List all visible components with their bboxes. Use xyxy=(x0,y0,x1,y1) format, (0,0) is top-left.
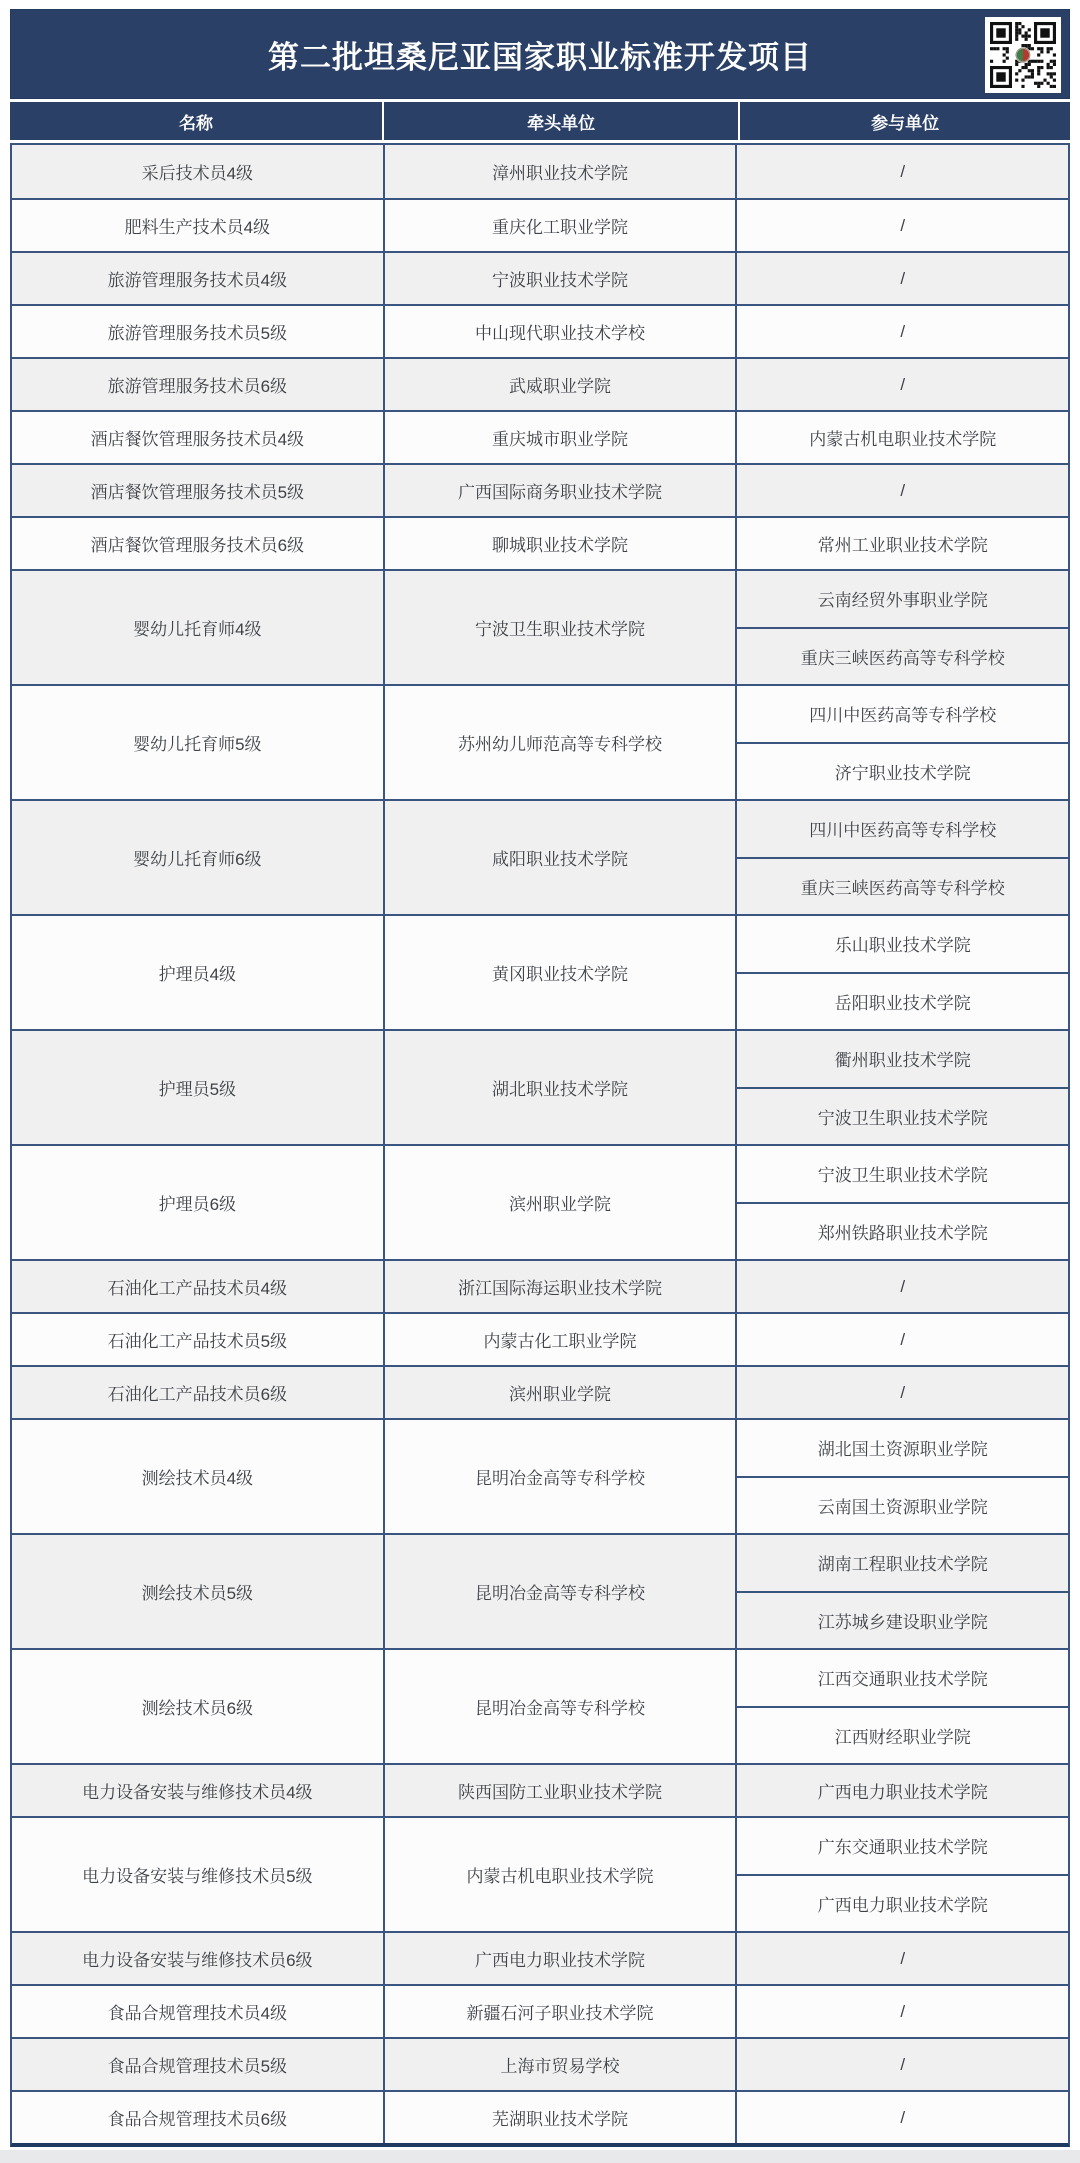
job-name-cell: 酒店餐饮管理服务技术员4级 xyxy=(90,430,305,449)
table-row xyxy=(12,1816,1068,1931)
lead-unit-cell: 滨州职业学院 xyxy=(383,1367,738,1418)
participant-unit: 广西电力职业技术学院 xyxy=(817,1783,988,1802)
lead-unit-cell: 漳州职业技术学院 xyxy=(383,145,738,198)
lead-unit-cell: 湖北职业技术学院 xyxy=(383,1031,738,1144)
participant-units-cell xyxy=(737,2092,1068,2143)
participant-unit: 重庆三峡医药高等专科学校 xyxy=(737,627,1068,685)
participant-unit: 湖北国土资源职业学院 xyxy=(817,1440,988,1460)
lead-unit-cell: 昆明冶金高等专科学校 xyxy=(383,1650,738,1763)
lead-unit-cell: 昆明冶金高等专科学校 xyxy=(383,1535,738,1648)
job-name-cell: 婴幼儿托育师4级 xyxy=(133,620,262,639)
participant-unit: / xyxy=(900,1276,906,1296)
job-name-cell: 酒店餐饮管理服务技术员5级 xyxy=(90,483,305,502)
job-name-cell: 护理员5级 xyxy=(158,1080,237,1099)
participant-unit: / xyxy=(900,480,906,500)
participant-units-cell xyxy=(737,2039,1068,2090)
participant-unit: 湖南工程职业技术学院 xyxy=(817,1555,988,1575)
participant-unit: 岳阳职业技术学院 xyxy=(737,972,1068,1030)
job-name-cell: 采后技术员4级 xyxy=(141,164,254,183)
participant-units-cell xyxy=(737,1261,1068,1312)
participant-units-cell xyxy=(737,916,1068,1029)
job-name-cell: 婴幼儿托育师5级 xyxy=(133,735,262,754)
title-banner xyxy=(10,9,1070,99)
table-row xyxy=(12,1984,1068,2037)
participant-unit: 江西交通职业技术学院 xyxy=(817,1670,988,1690)
participant-units-cell xyxy=(737,1031,1068,1144)
participant-unit: 江苏城乡建设职业学院 xyxy=(737,1591,1068,1649)
participant-unit: 衢州职业技术学院 xyxy=(834,1051,971,1071)
participant-unit: 四川中医药高等专科学校 xyxy=(809,821,997,841)
table-row xyxy=(12,1418,1068,1533)
participant-units-cell xyxy=(737,306,1068,357)
table-row xyxy=(12,463,1068,516)
table-row xyxy=(12,304,1068,357)
participant-unit: 四川中医药高等专科学校 xyxy=(809,706,997,726)
column-header-lead-unit: 牵头单位 xyxy=(382,102,738,140)
participant-units-cell xyxy=(737,1818,1068,1931)
job-name-cell: 食品合规管理技术员5级 xyxy=(107,2057,288,2076)
participant-units-cell xyxy=(737,145,1068,198)
participant-units-cell xyxy=(737,1146,1068,1259)
participant-units-cell xyxy=(737,1535,1068,1648)
participant-unit: 重庆三峡医药高等专科学校 xyxy=(737,857,1068,915)
table-row xyxy=(12,1533,1068,1648)
page-title: 第二批坦桑尼亚国家职业标准开发项目 xyxy=(268,39,812,75)
participant-unit: 宁波卫生职业技术学院 xyxy=(817,1166,988,1186)
lead-unit-cell: 广西国际商务职业技术学院 xyxy=(383,465,738,516)
lead-unit-cell: 内蒙古机电职业技术学院 xyxy=(383,1818,738,1931)
participant-units-cell xyxy=(737,253,1068,304)
job-name-cell: 食品合规管理技术员4级 xyxy=(107,2004,288,2023)
participant-units-cell xyxy=(737,801,1068,914)
participant-unit: 云南经贸外事职业学院 xyxy=(817,591,988,611)
participant-unit: 云南国土资源职业学院 xyxy=(737,1476,1068,1534)
lead-unit-cell: 中山现代职业技术学校 xyxy=(383,306,738,357)
participant-units-cell xyxy=(737,1367,1068,1418)
participant-unit: / xyxy=(900,2054,906,2074)
table-row xyxy=(12,1312,1068,1365)
participant-unit: 常州工业职业技术学院 xyxy=(817,536,988,555)
table-row xyxy=(12,251,1068,304)
participant-units-cell xyxy=(737,686,1068,799)
participant-units-cell xyxy=(737,518,1068,569)
lead-unit-cell: 黄冈职业技术学院 xyxy=(383,916,738,1029)
job-name-cell: 护理员6级 xyxy=(158,1195,237,1214)
participant-unit: 广东交通职业技术学院 xyxy=(817,1838,988,1858)
table-row xyxy=(12,198,1068,251)
participant-units-cell xyxy=(737,1765,1068,1816)
lead-unit-cell: 聊城职业技术学院 xyxy=(383,518,738,569)
participant-units-cell xyxy=(737,359,1068,410)
job-name-cell: 食品合规管理技术员6级 xyxy=(107,2110,288,2129)
lead-unit-cell: 上海市贸易学校 xyxy=(383,2039,738,2090)
lead-unit-cell: 苏州幼儿师范高等专科学校 xyxy=(383,686,738,799)
lead-unit-cell: 陕西国防工业职业技术学院 xyxy=(383,1765,738,1816)
job-name-cell: 测绘技术员6级 xyxy=(141,1699,254,1718)
job-name-cell: 旅游管理服务技术员4级 xyxy=(107,271,288,290)
job-name-cell: 酒店餐饮管理服务技术员6级 xyxy=(90,536,305,555)
job-name-cell: 护理员4级 xyxy=(158,965,237,984)
table-row xyxy=(12,145,1068,198)
job-name-cell: 电力设备安装与维修技术员4级 xyxy=(82,1783,313,1802)
column-header-name: 名称 xyxy=(179,113,214,133)
participant-unit: 郑州铁路职业技术学院 xyxy=(737,1202,1068,1260)
job-name-cell: 电力设备安装与维修技术员6级 xyxy=(82,1951,313,1970)
participant-units-cell xyxy=(737,1986,1068,2037)
lead-unit-cell: 宁波卫生职业技术学院 xyxy=(383,571,738,684)
participant-unit: / xyxy=(900,1948,906,1968)
table-row xyxy=(12,2037,1068,2090)
table-row xyxy=(12,569,1068,684)
lead-unit-cell: 广西电力职业技术学院 xyxy=(383,1933,738,1984)
participant-units-cell xyxy=(737,571,1068,684)
participant-unit: / xyxy=(900,1382,906,1402)
participant-unit: / xyxy=(900,268,906,288)
participant-units-cell xyxy=(737,200,1068,251)
table-row xyxy=(12,1931,1068,1984)
participant-unit: 乐山职业技术学院 xyxy=(834,936,971,956)
table-row xyxy=(12,1259,1068,1312)
lead-unit-cell: 芜湖职业技术学院 xyxy=(383,2092,738,2143)
participant-unit: / xyxy=(900,2001,906,2021)
participant-unit: 济宁职业技术学院 xyxy=(737,742,1068,800)
job-name-cell: 测绘技术员5级 xyxy=(141,1584,254,1603)
participant-unit: 宁波卫生职业技术学院 xyxy=(737,1087,1068,1145)
lead-unit-cell: 新疆石河子职业技术学院 xyxy=(383,1986,738,2037)
participant-unit: / xyxy=(900,215,906,235)
table-row xyxy=(12,1144,1068,1259)
job-name-cell: 电力设备安装与维修技术员5级 xyxy=(82,1867,313,1886)
job-name-cell: 旅游管理服务技术员6级 xyxy=(107,377,288,396)
participant-unit: 内蒙古机电职业技术学院 xyxy=(809,430,997,449)
participant-unit: 江西财经职业学院 xyxy=(737,1706,1068,1764)
participant-units-cell xyxy=(737,1314,1068,1365)
table-row xyxy=(12,357,1068,410)
table-row xyxy=(12,684,1068,799)
job-name-cell: 石油化工产品技术员6级 xyxy=(107,1385,288,1404)
participant-units-cell xyxy=(737,1420,1068,1533)
table-row xyxy=(12,410,1068,463)
table-row xyxy=(12,1648,1068,1763)
lead-unit-cell: 宁波职业技术学院 xyxy=(383,253,738,304)
participant-unit: 广西电力职业技术学院 xyxy=(737,1874,1068,1932)
participant-units-cell xyxy=(737,412,1068,463)
table-row xyxy=(12,2090,1068,2143)
table-body xyxy=(10,143,1070,2147)
column-header-participant-unit: 参与单位 xyxy=(738,102,1070,140)
lead-unit-cell: 咸阳职业技术学院 xyxy=(383,801,738,914)
table-row xyxy=(12,1029,1068,1144)
participant-unit: / xyxy=(900,161,906,181)
participant-units-cell xyxy=(737,1650,1068,1763)
participant-unit: / xyxy=(900,1329,906,1349)
qr-code-icon xyxy=(985,17,1061,93)
participant-unit: / xyxy=(900,2107,906,2127)
participant-units-cell xyxy=(737,465,1068,516)
job-name-cell: 测绘技术员4级 xyxy=(141,1469,254,1488)
job-name-cell: 石油化工产品技术员5级 xyxy=(107,1332,288,1351)
table-row xyxy=(12,1365,1068,1418)
table-header-row xyxy=(10,102,1070,140)
table-row xyxy=(12,799,1068,914)
participant-unit: / xyxy=(900,321,906,341)
lead-unit-cell: 昆明冶金高等专科学校 xyxy=(383,1420,738,1533)
lead-unit-cell: 浙江国际海运职业技术学院 xyxy=(383,1261,738,1312)
lead-unit-cell: 内蒙古化工职业学院 xyxy=(383,1314,738,1365)
participant-unit: / xyxy=(900,374,906,394)
table-row xyxy=(12,516,1068,569)
job-name-cell: 旅游管理服务技术员5级 xyxy=(107,324,288,343)
table-row xyxy=(12,1763,1068,1816)
table-row xyxy=(12,914,1068,1029)
lead-unit-cell: 武威职业学院 xyxy=(383,359,738,410)
participant-units-cell xyxy=(737,1933,1068,1984)
lead-unit-cell: 滨州职业学院 xyxy=(383,1146,738,1259)
page-bottom-strip xyxy=(0,2150,1080,2163)
lead-unit-cell: 重庆化工职业学院 xyxy=(383,200,738,251)
job-name-cell: 婴幼儿托育师6级 xyxy=(133,850,262,869)
job-name-cell: 肥料生产技术员4级 xyxy=(124,218,271,237)
lead-unit-cell: 重庆城市职业学院 xyxy=(383,412,738,463)
job-name-cell: 石油化工产品技术员4级 xyxy=(107,1279,288,1298)
